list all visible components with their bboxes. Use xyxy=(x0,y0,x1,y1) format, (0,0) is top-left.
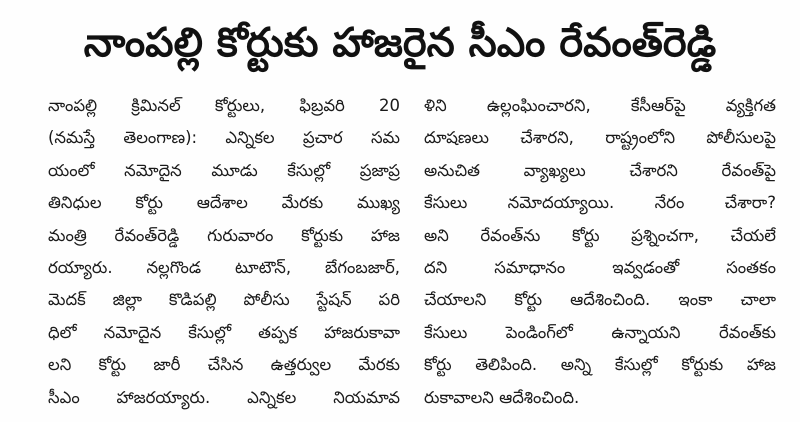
body-line: సీఎం హాజరయ్యారు. ఎన్నికల నియమావ xyxy=(48,387,400,407)
body-line: కేసులు పెండింగ్‌లో ఉన్నాయని రేవంత్‌కు xyxy=(424,322,776,342)
body-line: లని కోర్టు జారీ చేసిన ఉత్తర్వుల మేరకు xyxy=(48,355,400,375)
body-line: మంత్రి రేవంత్‌రెడ్డి గురువారం కోర్టుకు హాజ xyxy=(48,225,400,245)
body-line: తినిధుల కోర్టు ఆదేశాల మేరకు ముఖ్య xyxy=(48,193,400,213)
body-line: యంలో నమోదైన మూడు కేసుల్లో ప్రజాప్ర xyxy=(48,160,400,180)
body-line: నాంపల్లి క్రిమినల్ కోర్టులు, ఫిబ్రవరి 20 xyxy=(48,96,400,115)
body-line: రయ్యారు. నల్లగొండ టూటౌన్, బేగంబజార్, xyxy=(48,257,400,277)
body-line: ధిలో నమోదైన కేసుల్లో తప్పక హాజరుకావా xyxy=(48,322,400,342)
body-line: ళిని ఉల్లంఘించారని, కేసీఆర్‌పై వ్యక్తిగత xyxy=(424,96,776,115)
left-column xyxy=(48,90,400,420)
body-line: రుకావాలని ఆదేశించింది. xyxy=(424,387,580,407)
headline: నాంపల్లి కోర్టుకు హాజరైన సీఎం రేవంత్‌రెడ్డి xyxy=(83,20,717,66)
body-line: అని రేవంత్‌ను కోర్టు ప్రశ్నించగా, చేయలే xyxy=(424,225,776,245)
body-line: కోర్టు తెలిపింది. అన్ని కేసుల్లో కోర్టుకు హాజ xyxy=(424,355,776,375)
body-line: అనుచిత వ్యాఖ్యలు చేశారని రేవంత్‌పై xyxy=(424,160,776,180)
body-line: చేయాలని కోర్టు ఆదేశించింది. ఇంకా చాలా xyxy=(424,290,776,310)
right-column xyxy=(424,90,776,420)
body-line: (నమస్తే తెలంగాణ): ఎన్నికల ప్రచార సమ xyxy=(48,128,400,148)
body-line: దూషణలు చేశారని, రాష్ట్రంలోని పోలీసులపై xyxy=(424,128,776,148)
column-divider xyxy=(414,98,415,414)
body-line: దని సమాధానం ఇవ్వడంతో సంతకం xyxy=(424,257,776,277)
body-line: కేసులు నమోదయ్యాయి. నేరం చేశారా? xyxy=(424,193,776,213)
body-line: మెదక్ జిల్లా కొడిపల్లి పోలీసు స్టేషన్ పరి xyxy=(48,290,400,310)
